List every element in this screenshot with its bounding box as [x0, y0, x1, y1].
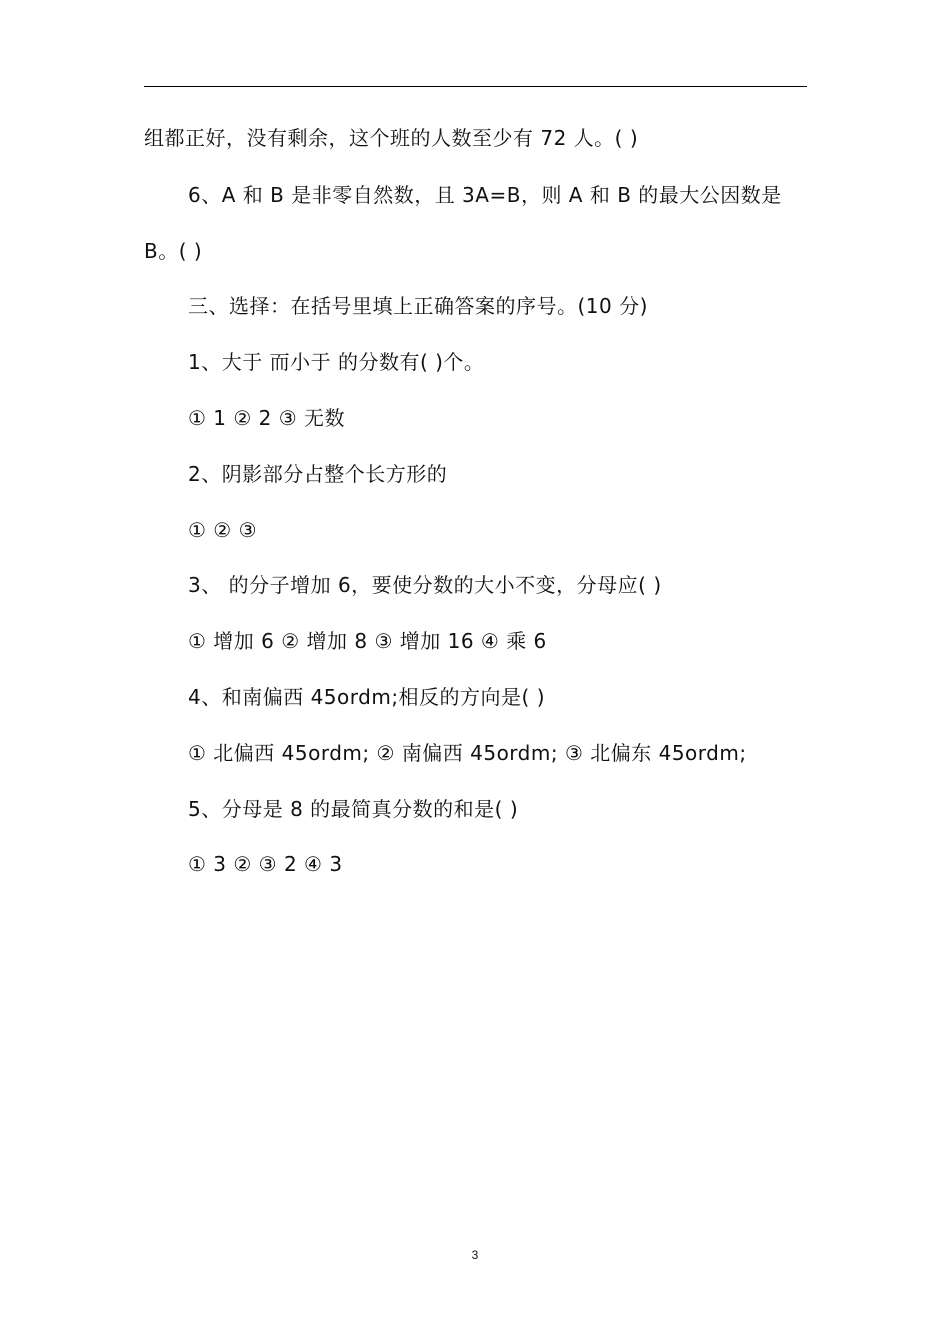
choice-options-5: ① 3 ② ③ 2 ④ 3 [188, 852, 343, 876]
text-line-question-6: 6、A 和 B 是非零自然数，且 3A=B，则 A 和 B 的最大公因数是 [188, 183, 782, 207]
choice-question-2: 2、阴影部分占整个长方形的 [188, 462, 448, 486]
choice-options-4: ① 北偏西 45ordm; ② 南偏西 45ordm; ③ 北偏东 45ordm; [188, 741, 747, 765]
choice-question-3: 3、 的分子增加 6，要使分数的大小不变，分母应( ) [188, 573, 662, 597]
page-number: 3 [471, 1248, 479, 1262]
choice-question-1: 1、大于 而小于 的分数有( )个。 [188, 350, 485, 374]
choice-question-5: 5、分母是 8 的最简真分数的和是( ) [188, 797, 519, 821]
choice-options-2: ① ② ③ [188, 518, 258, 542]
choice-options-1: ① 1 ② 2 ③ 无数 [188, 406, 346, 430]
choice-options-3: ① 增加 6 ② 增加 8 ③ 增加 16 ④ 乘 6 [188, 629, 547, 653]
header-rule [144, 86, 807, 87]
section-heading-choice: 三、选择：在括号里填上正确答案的序号。(10 分) [188, 294, 648, 318]
text-line-question-6-end: B。( ) [144, 239, 203, 263]
text-line-continuation: 组都正好，没有剩余，这个班的人数至少有 72 人。( ) [144, 126, 639, 150]
choice-question-4: 4、和南偏西 45ordm;相反的方向是( ) [188, 685, 546, 709]
